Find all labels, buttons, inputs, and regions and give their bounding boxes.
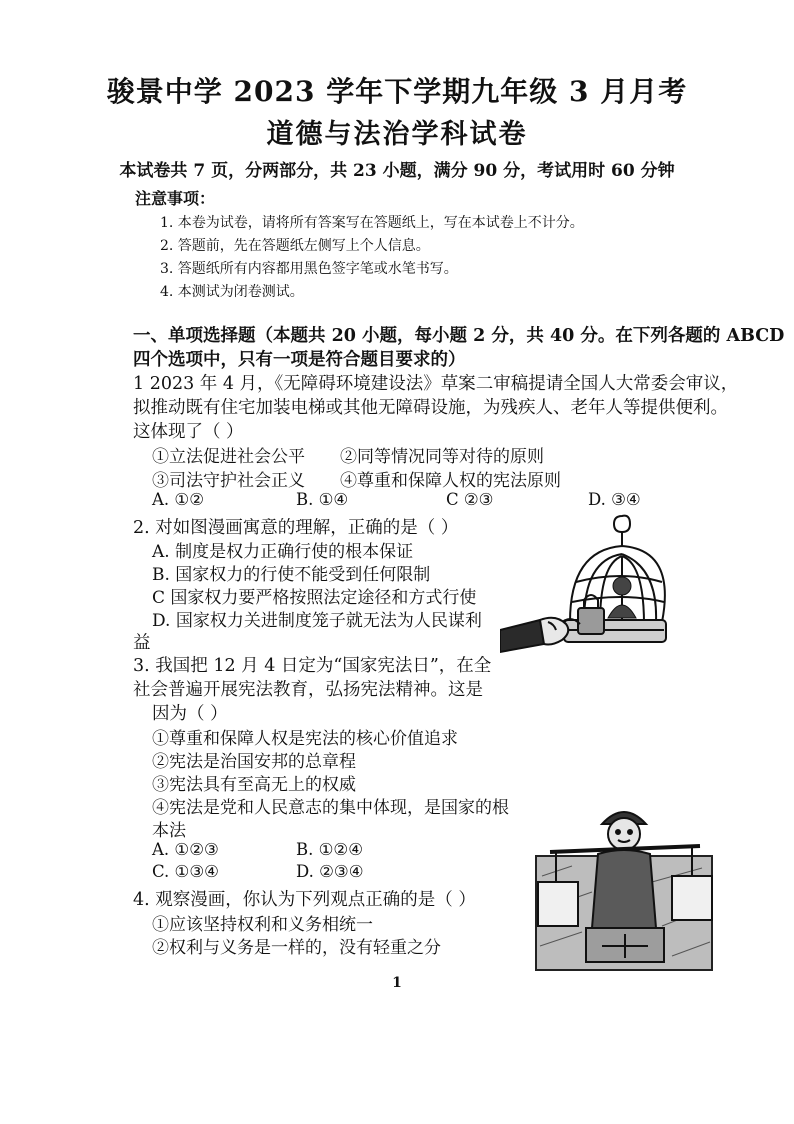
notice-item: 3. 答题纸所有内容都用黑色签字笔或水笔书写。 [160, 261, 458, 277]
q1-stem-end: 这体现了（ ） [133, 422, 244, 442]
q1-statement-3: ③司法守护社会正义 [152, 471, 305, 491]
q1-option-a: A. ①② [152, 490, 204, 509]
section-heading-cont: 四个选项中，只有一项是符合题目要求的） [133, 350, 466, 370]
exam-title: 骏景中学 2023 学年下学期九年级 3 月月考 [106, 75, 688, 108]
q1-option-d: D. ③④ [588, 490, 641, 509]
q3-statement-2: ②宪法是治国安邦的总章程 [152, 752, 356, 772]
q2-option-d: D. 国家权力关进制度笼子就无法为人民谋利 [152, 611, 482, 631]
notice-title: 注意事项： [135, 189, 216, 208]
q2-option-d-cont: 益 [133, 633, 151, 653]
q3-option-d: D. ②③④ [296, 862, 364, 881]
q3-option-a: A. ①②③ [152, 840, 219, 859]
exam-subject: 道德与法治学科试卷 [266, 119, 528, 150]
q1-option-b: B. ①④ [296, 490, 349, 509]
q2-option-a: A. 制度是权力正确行使的根本保证 [152, 542, 414, 562]
q3-stem-cont: 社会普遍开展宪法教育，弘扬宪法精神。这是 [133, 680, 483, 700]
q3-statement-4: ④宪法是党和人民意志的集中体现，是国家的根 [152, 798, 509, 818]
q3-stem-end: 因为（ ） [152, 704, 228, 724]
q1-statement-1: ①立法促进社会公平 [152, 447, 305, 467]
shoulder-pole-cartoon [532, 796, 718, 972]
q4-stem: 4. 观察漫画，你认为下列观点正确的是（ ） [133, 890, 476, 910]
q4-statement-1: ①应该坚持权利和义务相统一 [152, 915, 373, 935]
notice-item: 4. 本测试为闭卷测试。 [160, 284, 304, 300]
q3-stem: 3. 我国把 12 月 4 日定为“国家宪法日”，在全 [133, 656, 492, 676]
page-number: 1 [392, 975, 402, 991]
q3-statement-4-cont: 本法 [152, 821, 186, 841]
q3-option-b: B. ①②④ [296, 840, 363, 859]
cage-cartoon [500, 512, 668, 672]
q3-option-c: C. ①③④ [152, 862, 219, 881]
exam-info: 本试卷共 7 页，分两部分，共 23 小题，满分 90 分，考试用时 60 分钟 [119, 161, 675, 181]
q1-option-c: C ②③ [446, 490, 494, 509]
q3-statement-3: ③宪法具有至高无上的权威 [152, 775, 356, 795]
q1-statement-4: ④尊重和保障人权的宪法原则 [340, 471, 561, 491]
notice-item: 2. 答题前，先在答题纸左侧写上个人信息。 [160, 238, 430, 254]
q2-option-b: B. 国家权力的行使不能受到任何限制 [152, 565, 431, 585]
q1-stem: 1 2023 年 4 月，《无障碍环境建设法》草案二审稿提请全国人大常委会审议， [133, 374, 739, 394]
section-heading: 一、单项选择题（本题共 20 小题，每小题 2 分，共 40 分。在下列各题的 ABCD [133, 326, 785, 346]
q2-stem: 2. 对如图漫画寓意的理解，正确的是（ ） [133, 518, 459, 538]
q1-statement-2: ②同等情况同等对待的原则 [340, 447, 544, 467]
notice-item: 1. 本卷为试卷，请将所有答案写在答题纸上，写在本试卷上不计分。 [160, 215, 584, 231]
q1-stem-cont: 拟推动既有住宅加装电梯或其他无障碍设施，为残疾人、老年人等提供便利。 [133, 398, 728, 418]
q2-option-c: C 国家权力要严格按照法定途径和方式行使 [152, 588, 477, 608]
q3-statement-1: ①尊重和保障人权是宪法的核心价值追求 [152, 729, 458, 749]
q4-statement-2: ②权利与义务是一样的，没有轻重之分 [152, 938, 441, 958]
